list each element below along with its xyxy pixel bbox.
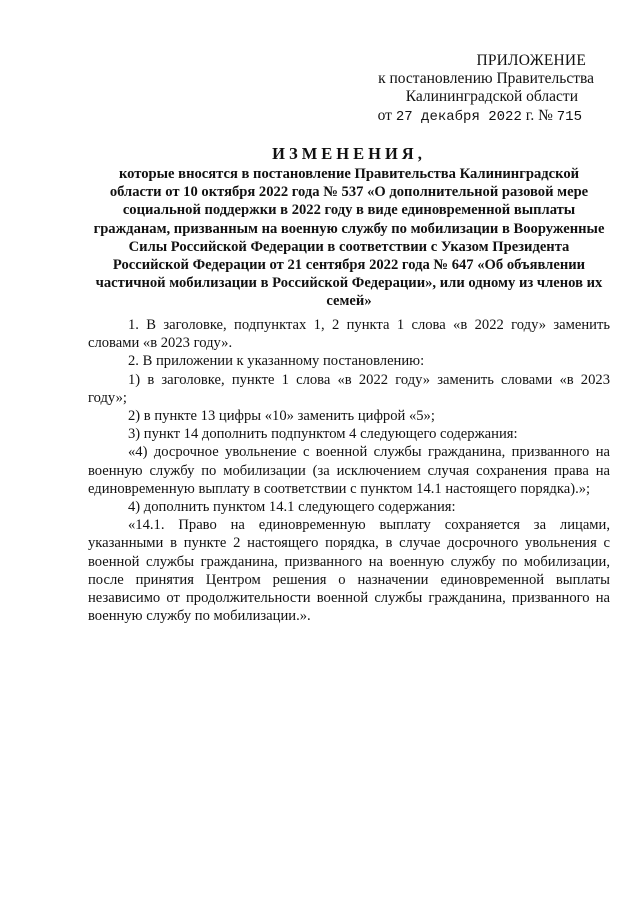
- paragraph-2-4: 4) дополнить пунктом 14.1 следующего содержания:: [128, 499, 456, 516]
- date-year-suffix: г. №: [525, 107, 553, 124]
- appendix-date-line: [360, 107, 600, 126]
- appendix-line-region: Калининградской области: [405, 88, 578, 105]
- paragraph-1: 1. В заголовке, подпунктах 1, 2 пункта 1 слова «в 2022 году» заменить словами «в 2023 году».: [88, 317, 610, 352]
- document-heading: [92, 143, 606, 311]
- appendix-title: ПРИЛОЖЕНИЕ: [476, 52, 586, 69]
- paragraph-2-3: 3) пункт 14 дополнить подпунктом 4 следующего содержания:: [128, 426, 518, 443]
- paragraph-2: 2. В приложении к указанному постановлению:: [128, 353, 425, 370]
- paragraph-2-2: 2) в пункте 13 цифры «10» заменить цифрой «5»;: [128, 408, 435, 425]
- document-body: [88, 316, 610, 625]
- paragraph-2-1: 1) в заголовке, пункте 1 слова «в 2022 году» заменить словами «в 2023 году»;: [88, 371, 610, 406]
- heading-subtitle: которые вносятся в постановление Правительства Калининградской области от 10 октября 2022 года № 537 «О дополнительной разовой мере социальной поддержки в 2022 году в виде единовременной выплаты гражданам, призванным на военную службу по мобилизации в Вооруженные Силы Российской Федерации в соответствии с Указом Президента Российской Федерации от 21 сентября 2022 года № 647 «Об объявлении частичной мобилизации в Российской Федерации», или одному из членов их семей»: [93, 166, 605, 310]
- heading-title: ИЗМЕНЕНИЯ,: [272, 144, 426, 163]
- appendix-block: [360, 52, 600, 126]
- appendix-line-resolution: к постановлению Правительства: [378, 70, 594, 87]
- paragraph-2-3-quote: «4) досрочное увольнение с военной службы гражданина, призванного на военную службу по мобилизации (за исключением случая сохранения права на единовременную выплату в соответствии с пунктом 14.1 настоящего порядка).»;: [88, 444, 610, 497]
- date-prefix: от: [377, 107, 392, 124]
- paragraph-2-4-quote: «14.1. Право на единовременную выплату сохраняется за лицами, указанными в пункте 2 настоящего порядка, в случае досрочного увольнения с военной службы гражданина, призванного на военную службу по мобилизации, после принятия Центром решения о назначении единовременной выплаты независимо от продолжительности военной службы гражданина, призванного на военную службу по мобилизации.».: [88, 517, 610, 625]
- document-number: 715: [556, 109, 582, 125]
- date-value: 27 декабря 2022: [395, 109, 522, 125]
